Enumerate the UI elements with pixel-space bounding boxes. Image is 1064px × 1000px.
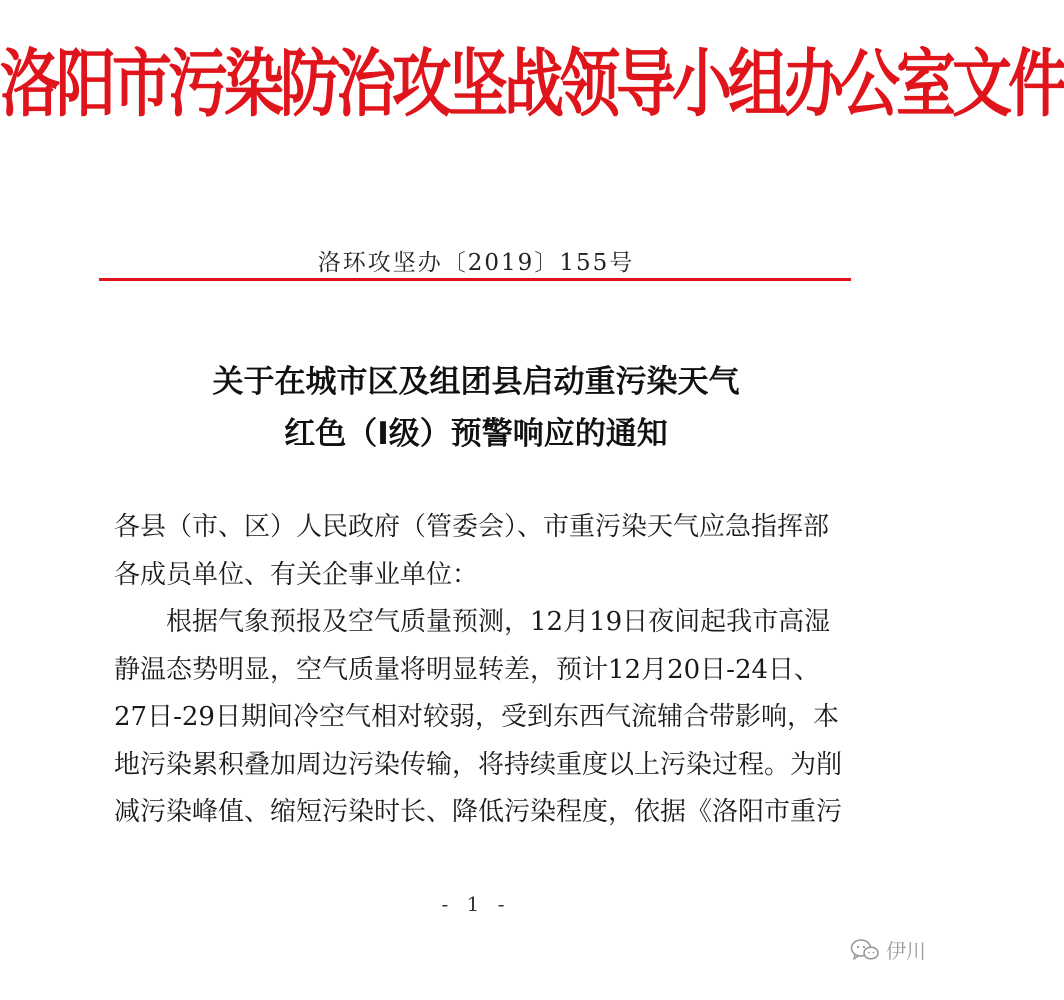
watermark-text: 伊川 [886,939,926,963]
document-title [0,356,952,460]
title-line-2: 红色（Ⅰ级）预警响应的通知 [284,416,668,452]
body-line: 静温态势明显，空气质量将明显转差，预计12月20日-24日、 [114,654,821,685]
body-line: 根据气象预报及空气质量预测，12月19日夜间起我市高湿 [166,607,831,637]
page-number: - 1 - [441,892,511,916]
body-line: 各县（市、区）人民政府（管委会）、市重污染天气应急指挥部 [114,512,830,542]
body-line: 减污染峰值、缩短污染时长、降低污染程度，依据《洛阳市重污 [114,797,843,827]
body-line: 地污染累积叠加周边污染传输，将持续重度以上污染过程。为削 [114,749,843,780]
issuer-header: 洛阳市污染防治攻坚战领导小组办公室文件 [0,42,1064,128]
red-divider-line [99,278,851,281]
watermark [850,935,926,964]
body-line: 27日-29日期间冷空气相对较弱，受到东西气流辅合带影响，本 [114,702,839,732]
title-line-1: 关于在城市区及组团县启动重污染天气 [212,364,740,400]
document-number: 洛环攻坚办〔2019〕155号 [317,250,635,276]
wechat-icon [850,938,880,962]
body-text [114,504,843,837]
body-line: 各成员单位、有关企事业单位： [114,559,479,590]
